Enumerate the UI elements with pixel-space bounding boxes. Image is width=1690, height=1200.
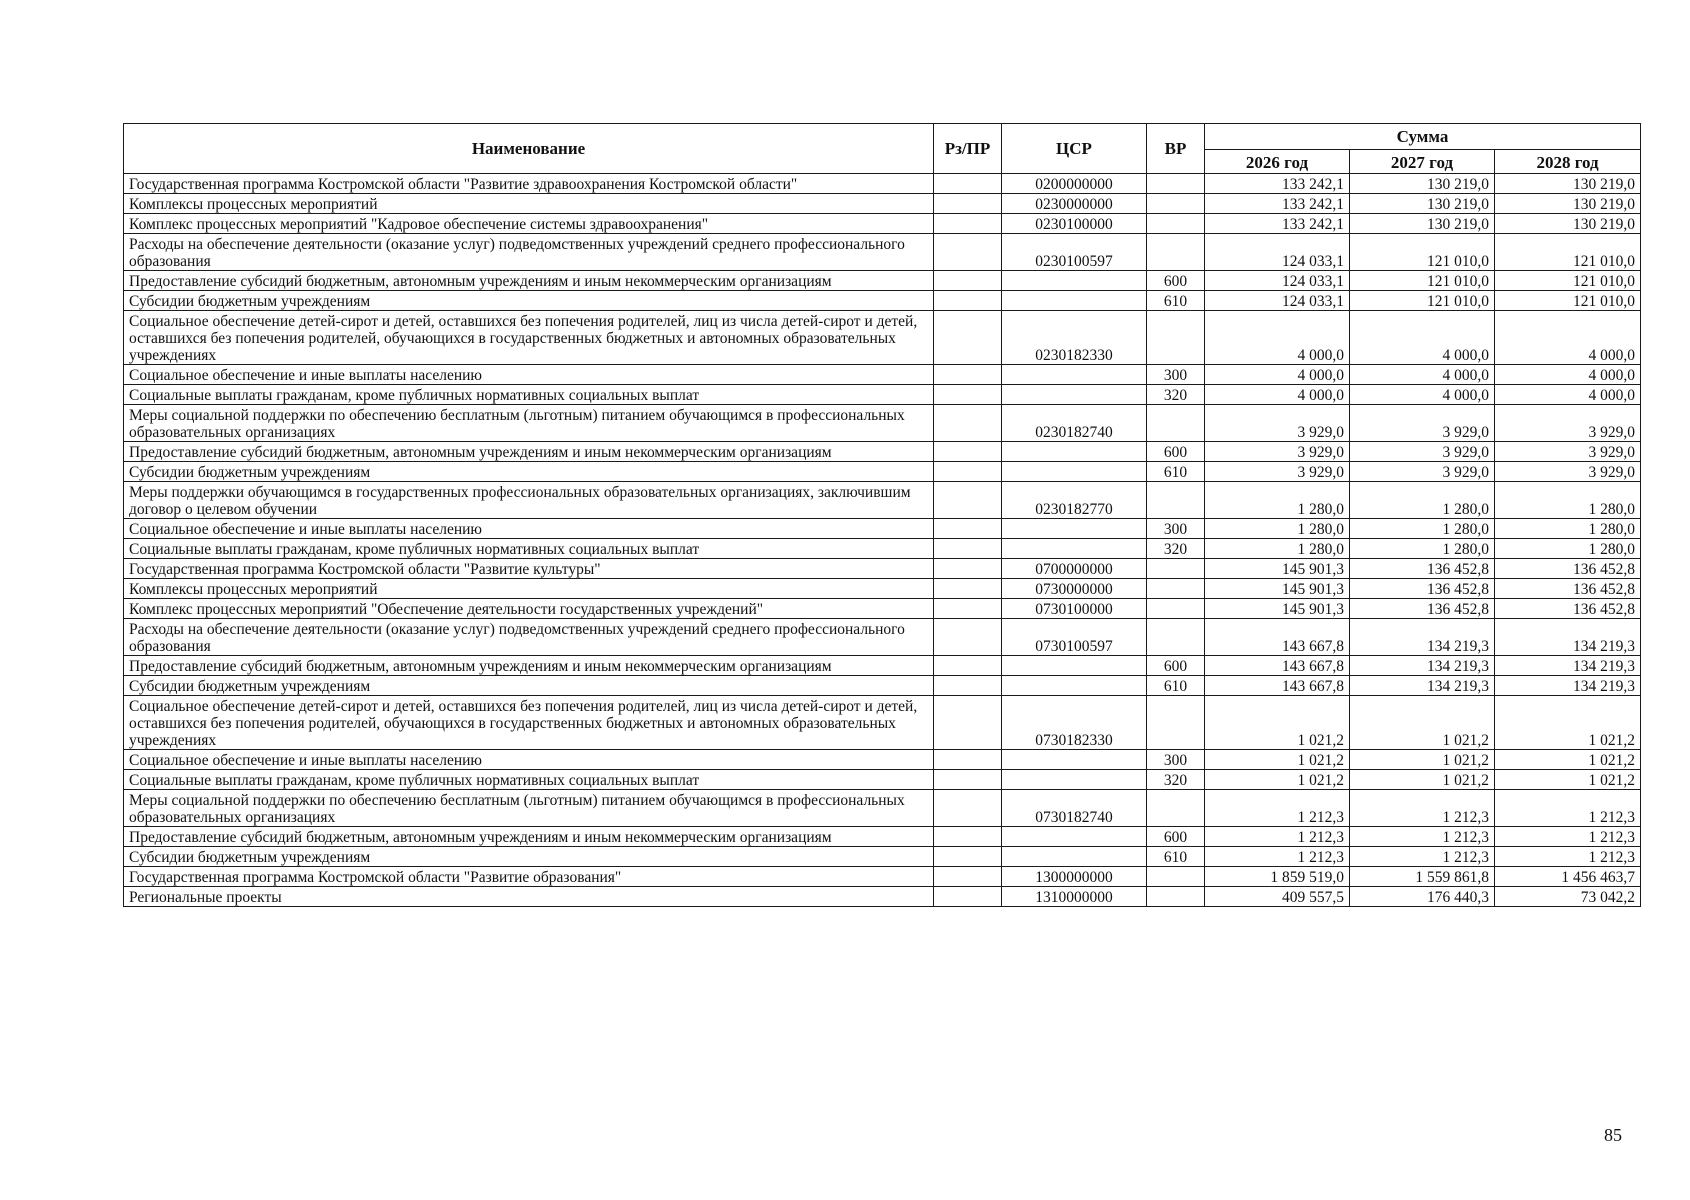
cell-name: Региональные проекты [124,887,934,907]
cell-name: Государственная программа Костромской области "Развитие образования" [124,867,934,887]
table-row [124,579,1641,599]
cell-sum-2028: 1 021,2 [1495,696,1641,750]
cell-rz-pr [934,442,1002,462]
cell-sum-2027: 121 010,0 [1350,291,1495,311]
cell-name: Субсидии бюджетным учреждениям [124,847,934,867]
cell-sum-2028: 121 010,0 [1495,271,1641,291]
cell-name: Меры социальной поддержки по обеспечению бесплатным (льготным) питанием обучающимся в профессиональных образовательных организациях [124,405,934,442]
cell-vr: 610 [1147,676,1205,696]
cell-sum-2026: 1 021,2 [1205,696,1350,750]
cell-sum-2026: 1 859 519,0 [1205,867,1350,887]
cell-rz-pr [934,867,1002,887]
cell-rz-pr [934,194,1002,214]
cell-sum-2026: 1 021,2 [1205,750,1350,770]
cell-name: Субсидии бюджетным учреждениям [124,676,934,696]
table-row [124,482,1641,519]
cell-name: Государственная программа Костромской области "Развитие здравоохранения Костромской области" [124,174,934,194]
cell-sum-2028: 3 929,0 [1495,405,1641,442]
cell-sum-2027: 1 280,0 [1350,519,1495,539]
header-year-2028: 2028 год [1495,150,1641,174]
cell-vr: 610 [1147,291,1205,311]
cell-csr: 0730000000 [1002,579,1147,599]
page-number: 85 [1604,1125,1622,1145]
cell-sum-2027: 136 452,8 [1350,599,1495,619]
header-vr: ВР [1147,124,1205,174]
cell-vr [1147,619,1205,656]
cell-sum-2027: 1 021,2 [1350,696,1495,750]
cell-sum-2028: 1 212,3 [1495,847,1641,867]
cell-vr: 600 [1147,656,1205,676]
cell-sum-2027: 3 929,0 [1350,405,1495,442]
cell-vr: 320 [1147,770,1205,790]
cell-sum-2026: 1 021,2 [1205,770,1350,790]
cell-sum-2027: 4 000,0 [1350,311,1495,365]
cell-csr: 1300000000 [1002,867,1147,887]
table-row [124,867,1641,887]
cell-rz-pr [934,827,1002,847]
cell-csr [1002,519,1147,539]
cell-sum-2028: 134 219,3 [1495,619,1641,656]
cell-sum-2026: 4 000,0 [1205,365,1350,385]
cell-sum-2026: 145 901,3 [1205,559,1350,579]
cell-vr [1147,867,1205,887]
cell-rz-pr [934,619,1002,656]
cell-csr [1002,676,1147,696]
cell-vr [1147,887,1205,907]
table-body [124,174,1641,907]
cell-csr [1002,365,1147,385]
table-row [124,770,1641,790]
cell-sum-2028: 4 000,0 [1495,365,1641,385]
cell-csr: 0230000000 [1002,194,1147,214]
cell-sum-2026: 1 212,3 [1205,790,1350,827]
cell-sum-2027: 3 929,0 [1350,442,1495,462]
cell-rz-pr [934,174,1002,194]
cell-sum-2027: 134 219,3 [1350,676,1495,696]
table-row [124,559,1641,579]
cell-vr [1147,559,1205,579]
cell-rz-pr [934,519,1002,539]
cell-vr [1147,599,1205,619]
cell-csr [1002,827,1147,847]
cell-sum-2027: 1 021,2 [1350,770,1495,790]
cell-name: Предоставление субсидий бюджетным, автономным учреждениям и иным некоммерческим организациям [124,827,934,847]
cell-sum-2028: 1 280,0 [1495,539,1641,559]
cell-vr: 610 [1147,847,1205,867]
cell-sum-2027: 1 280,0 [1350,482,1495,519]
cell-vr: 610 [1147,462,1205,482]
cell-sum-2028: 130 219,0 [1495,214,1641,234]
cell-vr [1147,482,1205,519]
cell-sum-2026: 1 280,0 [1205,539,1350,559]
cell-rz-pr [934,676,1002,696]
cell-sum-2026: 124 033,1 [1205,271,1350,291]
cell-vr [1147,790,1205,827]
cell-sum-2028: 134 219,3 [1495,676,1641,696]
cell-sum-2026: 1 280,0 [1205,519,1350,539]
cell-sum-2028: 3 929,0 [1495,462,1641,482]
cell-rz-pr [934,214,1002,234]
cell-sum-2028: 1 212,3 [1495,790,1641,827]
cell-name: Социальное обеспечение детей-сирот и детей, оставшихся без попечения родителей, лиц из числа детей-сирот и детей, оставшихся без попечения родителей, обучающихся в государственных бюджетных и автономных образовательных учреждениях [124,696,934,750]
cell-name: Предоставление субсидий бюджетным, автономным учреждениям и иным некоммерческим организациям [124,271,934,291]
cell-csr [1002,442,1147,462]
cell-csr: 0730100597 [1002,619,1147,656]
cell-name: Социальные выплаты гражданам, кроме публичных нормативных социальных выплат [124,385,934,405]
cell-vr: 300 [1147,750,1205,770]
cell-rz-pr [934,696,1002,750]
cell-name: Социальные выплаты гражданам, кроме публичных нормативных социальных выплат [124,770,934,790]
cell-sum-2026: 133 242,1 [1205,194,1350,214]
table-row [124,291,1641,311]
cell-sum-2026: 3 929,0 [1205,442,1350,462]
cell-sum-2027: 176 440,3 [1350,887,1495,907]
cell-rz-pr [934,539,1002,559]
cell-rz-pr [934,790,1002,827]
cell-sum-2026: 145 901,3 [1205,579,1350,599]
cell-vr: 320 [1147,385,1205,405]
cell-csr: 0230182330 [1002,311,1147,365]
table-row [124,311,1641,365]
cell-sum-2028: 4 000,0 [1495,311,1641,365]
cell-csr [1002,847,1147,867]
cell-vr [1147,194,1205,214]
cell-vr: 300 [1147,365,1205,385]
header-csr: ЦСР [1002,124,1147,174]
cell-sum-2026: 1 212,3 [1205,847,1350,867]
table-row [124,790,1641,827]
cell-sum-2028: 130 219,0 [1495,174,1641,194]
table-row [124,750,1641,770]
table-row [124,599,1641,619]
cell-name: Социальное обеспечение детей-сирот и детей, оставшихся без попечения родителей, лиц из числа детей-сирот и детей, оставшихся без попечения родителей, обучающихся в государственных бюджетных и автономных образовательных учреждениях [124,311,934,365]
table-row [124,365,1641,385]
cell-rz-pr [934,887,1002,907]
header-name: Наименование [124,124,934,174]
cell-sum-2026: 1 280,0 [1205,482,1350,519]
cell-name: Социальное обеспечение и иные выплаты населению [124,365,934,385]
cell-name: Меры социальной поддержки по обеспечению бесплатным (льготным) питанием обучающимся в профессиональных образовательных организациях [124,790,934,827]
table-row [124,656,1641,676]
cell-vr: 300 [1147,519,1205,539]
cell-name: Субсидии бюджетным учреждениям [124,462,934,482]
cell-sum-2027: 134 219,3 [1350,656,1495,676]
cell-vr [1147,405,1205,442]
cell-sum-2027: 130 219,0 [1350,214,1495,234]
table-row [124,696,1641,750]
cell-rz-pr [934,750,1002,770]
cell-name: Расходы на обеспечение деятельности (оказание услуг) подведомственных учреждений среднего профессионального образования [124,234,934,271]
cell-csr: 0700000000 [1002,559,1147,579]
table-row [124,442,1641,462]
cell-name: Субсидии бюджетным учреждениям [124,291,934,311]
cell-sum-2028: 1 212,3 [1495,827,1641,847]
cell-vr [1147,234,1205,271]
cell-name: Государственная программа Костромской области "Развитие культуры" [124,559,934,579]
cell-name: Расходы на обеспечение деятельности (оказание услуг) подведомственных учреждений среднего профессионального образования [124,619,934,656]
cell-rz-pr [934,847,1002,867]
cell-csr [1002,462,1147,482]
cell-sum-2028: 1 280,0 [1495,519,1641,539]
table-row [124,194,1641,214]
cell-name: Комплексы процессных мероприятий [124,579,934,599]
cell-sum-2027: 1 212,3 [1350,790,1495,827]
cell-rz-pr [934,234,1002,271]
cell-sum-2026: 1 212,3 [1205,827,1350,847]
cell-vr: 600 [1147,442,1205,462]
cell-csr [1002,656,1147,676]
cell-vr [1147,174,1205,194]
cell-sum-2026: 143 667,8 [1205,619,1350,656]
cell-sum-2028: 121 010,0 [1495,234,1641,271]
table-row [124,847,1641,867]
cell-sum-2028: 136 452,8 [1495,599,1641,619]
cell-name: Комплексы процессных мероприятий [124,194,934,214]
cell-sum-2027: 3 929,0 [1350,462,1495,482]
header-year-2026: 2026 год [1205,150,1350,174]
header-sum: Сумма [1205,124,1641,150]
cell-sum-2027: 4 000,0 [1350,385,1495,405]
cell-sum-2026: 4 000,0 [1205,385,1350,405]
cell-name: Социальные выплаты гражданам, кроме публичных нормативных социальных выплат [124,539,934,559]
cell-csr [1002,291,1147,311]
table-header [124,124,1641,174]
cell-sum-2028: 136 452,8 [1495,559,1641,579]
cell-csr: 0230100000 [1002,214,1147,234]
table-row [124,385,1641,405]
cell-rz-pr [934,311,1002,365]
cell-name: Комплекс процессных мероприятий "Кадровое обеспечение системы здравоохранения" [124,214,934,234]
cell-rz-pr [934,462,1002,482]
header-rz-pr: Рз/ПР [934,124,1002,174]
cell-sum-2027: 121 010,0 [1350,271,1495,291]
table-row [124,887,1641,907]
cell-sum-2027: 130 219,0 [1350,194,1495,214]
cell-csr: 1310000000 [1002,887,1147,907]
cell-rz-pr [934,365,1002,385]
cell-sum-2027: 1 559 861,8 [1350,867,1495,887]
header-year-2027: 2027 год [1350,150,1495,174]
cell-sum-2028: 1 021,2 [1495,770,1641,790]
cell-vr [1147,696,1205,750]
cell-name: Меры поддержки обучающимся в государственных профессиональных образовательных организациях, заключившим договор о целевом обучении [124,482,934,519]
cell-sum-2026: 124 033,1 [1205,234,1350,271]
cell-csr [1002,385,1147,405]
table-row [124,174,1641,194]
budget-table [123,123,1641,907]
cell-sum-2028: 134 219,3 [1495,656,1641,676]
cell-name: Социальное обеспечение и иные выплаты населению [124,750,934,770]
cell-rz-pr [934,579,1002,599]
cell-sum-2026: 409 557,5 [1205,887,1350,907]
cell-vr [1147,311,1205,365]
cell-rz-pr [934,559,1002,579]
cell-vr: 320 [1147,539,1205,559]
cell-csr: 0230182740 [1002,405,1147,442]
cell-rz-pr [934,770,1002,790]
cell-sum-2027: 121 010,0 [1350,234,1495,271]
cell-csr [1002,539,1147,559]
cell-csr [1002,750,1147,770]
cell-csr: 0230182770 [1002,482,1147,519]
cell-name: Предоставление субсидий бюджетным, автономным учреждениям и иным некоммерческим организациям [124,442,934,462]
cell-sum-2027: 4 000,0 [1350,365,1495,385]
cell-name: Социальное обеспечение и иные выплаты населению [124,519,934,539]
cell-vr [1147,214,1205,234]
cell-sum-2028: 3 929,0 [1495,442,1641,462]
cell-csr: 0230100597 [1002,234,1147,271]
cell-sum-2027: 1 280,0 [1350,539,1495,559]
cell-rz-pr [934,656,1002,676]
cell-sum-2027: 134 219,3 [1350,619,1495,656]
cell-sum-2028: 136 452,8 [1495,579,1641,599]
cell-sum-2028: 130 219,0 [1495,194,1641,214]
budget-sheet [123,123,1640,907]
table-row [124,271,1641,291]
cell-rz-pr [934,271,1002,291]
cell-rz-pr [934,385,1002,405]
cell-sum-2026: 145 901,3 [1205,599,1350,619]
cell-sum-2028: 1 021,2 [1495,750,1641,770]
cell-sum-2027: 1 212,3 [1350,847,1495,867]
cell-sum-2027: 1 021,2 [1350,750,1495,770]
cell-sum-2028: 1 456 463,7 [1495,867,1641,887]
table-row [124,462,1641,482]
table-row [124,234,1641,271]
cell-vr: 600 [1147,271,1205,291]
cell-csr: 0730182740 [1002,790,1147,827]
table-row [124,214,1641,234]
cell-name: Предоставление субсидий бюджетным, автономным учреждениям и иным некоммерческим организациям [124,656,934,676]
cell-rz-pr [934,405,1002,442]
cell-rz-pr [934,599,1002,619]
cell-sum-2028: 73 042,2 [1495,887,1641,907]
cell-sum-2026: 143 667,8 [1205,656,1350,676]
cell-sum-2026: 143 667,8 [1205,676,1350,696]
cell-sum-2027: 130 219,0 [1350,174,1495,194]
cell-csr: 0200000000 [1002,174,1147,194]
cell-sum-2026: 124 033,1 [1205,291,1350,311]
cell-csr [1002,271,1147,291]
cell-sum-2026: 133 242,1 [1205,174,1350,194]
cell-name: Комплекс процессных мероприятий "Обеспечение деятельности государственных учреждений" [124,599,934,619]
table-row [124,405,1641,442]
table-row [124,619,1641,656]
cell-sum-2026: 3 929,0 [1205,405,1350,442]
table-row [124,827,1641,847]
cell-vr [1147,579,1205,599]
cell-sum-2028: 121 010,0 [1495,291,1641,311]
cell-csr: 0730100000 [1002,599,1147,619]
cell-rz-pr [934,291,1002,311]
table-row [124,519,1641,539]
cell-vr: 600 [1147,827,1205,847]
table-row [124,539,1641,559]
cell-csr: 0730182330 [1002,696,1147,750]
cell-csr [1002,770,1147,790]
cell-sum-2027: 136 452,8 [1350,579,1495,599]
cell-rz-pr [934,482,1002,519]
cell-sum-2026: 133 242,1 [1205,214,1350,234]
cell-sum-2028: 1 280,0 [1495,482,1641,519]
table-row [124,676,1641,696]
cell-sum-2026: 4 000,0 [1205,311,1350,365]
cell-sum-2026: 3 929,0 [1205,462,1350,482]
cell-sum-2027: 1 212,3 [1350,827,1495,847]
cell-sum-2028: 4 000,0 [1495,385,1641,405]
cell-sum-2027: 136 452,8 [1350,559,1495,579]
